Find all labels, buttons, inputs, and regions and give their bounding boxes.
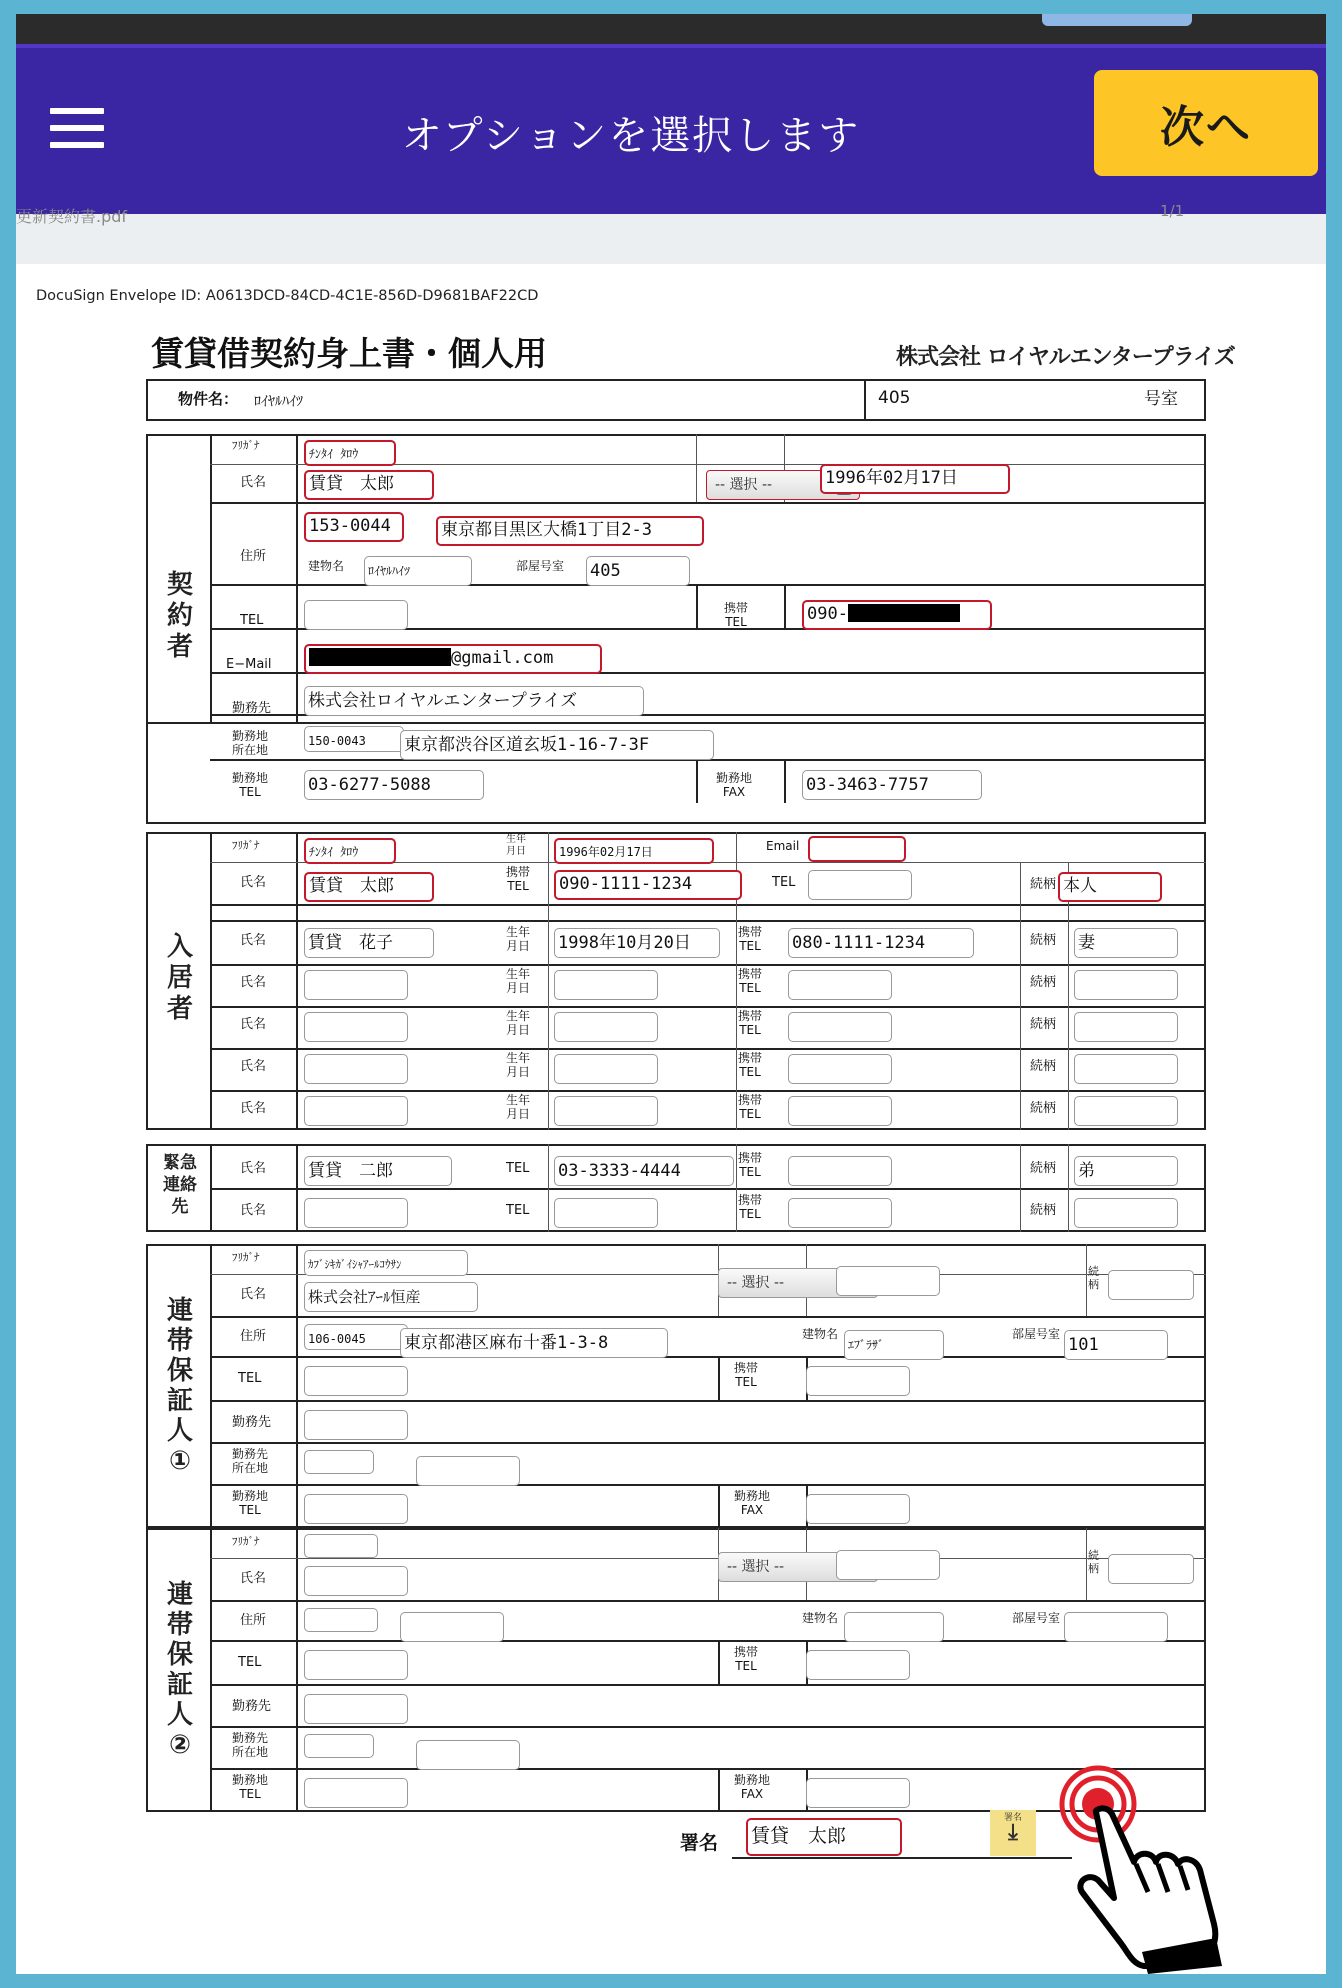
section-label-emergency: 緊急 連絡 先 <box>163 1153 197 1217</box>
divider <box>210 920 1206 922</box>
download-label: 署名 <box>1003 1813 1022 1823</box>
tel-label: TEL <box>238 1371 262 1386</box>
name-label: 氏名 <box>240 1101 267 1116</box>
work-tel-label: 勤務地 TEL <box>232 771 269 799</box>
work-address-label: 勤務地 所在地 <box>232 729 269 757</box>
divider <box>1086 1244 1087 1316</box>
pdf-page-indicator: 1/1 <box>1160 202 1185 220</box>
emergency-relation-field[interactable]: 弟 <box>1074 1156 1178 1186</box>
address-label: 住所 <box>240 1613 267 1628</box>
work-fax-label: 勤務地 FAX <box>716 771 753 799</box>
furigana-label: ﾌﾘｶﾞﾅ <box>232 1535 260 1548</box>
section-label-contractor: 契 約 者 <box>166 570 193 662</box>
guarantor-work-postal-field[interactable] <box>304 1734 374 1758</box>
mobile-prefix: 090- <box>807 604 848 624</box>
select-label: -- 選択 -- <box>727 1559 785 1575</box>
contractor-mobile-field[interactable] <box>802 600 992 630</box>
status-bar <box>16 14 1326 44</box>
redaction-bar <box>848 604 960 622</box>
mobile-label: 携帯 TEL <box>738 1151 763 1179</box>
work-label: 勤務先 <box>232 701 272 716</box>
building-label: 建物名 <box>802 1327 839 1341</box>
address-label: 住所 <box>240 1329 267 1344</box>
divider <box>736 1144 737 1232</box>
divider <box>718 1640 720 1684</box>
contractor-work-postal-field[interactable]: 150-0043 <box>304 726 404 752</box>
divider <box>210 1558 1206 1559</box>
work-address-label: 勤務先 所在地 <box>232 1447 269 1475</box>
resident-other-birth-field[interactable] <box>554 1096 658 1126</box>
name-label: 氏名 <box>240 1059 267 1074</box>
divider <box>210 1356 1206 1358</box>
app-header <box>16 44 1326 214</box>
guarantor-tel-field[interactable] <box>304 1650 408 1680</box>
resident-other-name-field[interactable] <box>304 1012 408 1042</box>
building-label: 建物名 <box>802 1611 839 1625</box>
divider <box>210 1640 1206 1642</box>
birth-label: 生年 月日 <box>506 967 531 995</box>
emergency-tel-field[interactable]: 03-3333-4444 <box>554 1156 734 1186</box>
work-fax-label: 勤務地 FAX <box>734 1489 771 1517</box>
resident-other-mobile-field[interactable] <box>788 1096 892 1126</box>
resident-other-birth-field[interactable] <box>554 1012 658 1042</box>
furigana-label: ﾌﾘｶﾞﾅ <box>232 839 260 852</box>
resident-other-relation-field[interactable] <box>1074 1012 1178 1042</box>
name-label: 氏名 <box>240 1571 267 1586</box>
guarantor-work-address-field[interactable] <box>416 1456 520 1486</box>
guarantor2-postal-field[interactable] <box>304 1608 378 1632</box>
contractor-birth-field[interactable]: 1996年02月17日 <box>820 464 1010 494</box>
building-label: 建物名 <box>308 559 345 573</box>
resident-mobile-field[interactable]: 090-1111-1234 <box>554 870 742 900</box>
resident-other-name-field[interactable] <box>304 970 408 1000</box>
redaction-bar <box>309 648 451 666</box>
resident-other-mobile-field[interactable]: 080-1111-1234 <box>788 928 974 958</box>
email-suffix: @gmail.com <box>451 648 554 668</box>
tel-label: TEL <box>772 875 796 890</box>
guarantor-relation-field[interactable] <box>1108 1554 1194 1584</box>
guarantor-work-address-field[interactable] <box>416 1740 520 1770</box>
guarantor-mobile-field[interactable] <box>806 1366 910 1396</box>
relation-label: 続柄 <box>1030 933 1057 948</box>
name-label: 氏名 <box>240 1017 267 1032</box>
relation-label: 続柄 <box>1030 1059 1057 1074</box>
resident-other-relation-field[interactable] <box>1074 970 1178 1000</box>
relation-label: 続柄 <box>1030 1101 1057 1116</box>
property-row <box>146 379 1206 421</box>
room-label: 部屋号室 <box>1012 1611 1061 1625</box>
mobile-label: 携帯 TEL <box>738 1093 763 1121</box>
divider <box>1020 1144 1021 1232</box>
resident-other-name-field[interactable]: 賃貸 花子 <box>304 928 434 958</box>
divider <box>210 1484 1206 1486</box>
hamburger-menu-icon[interactable] <box>50 108 104 150</box>
page-title: オプションを選択します <box>401 113 861 159</box>
guarantor1-building-field[interactable]: ｴﾌﾞﾗｻﾞ <box>844 1330 944 1360</box>
divider <box>210 1090 1206 1092</box>
mobile-label: 携帯 TEL <box>734 1645 759 1673</box>
guarantor-tel-field[interactable] <box>304 1366 408 1396</box>
guarantor2-name-field[interactable] <box>304 1566 408 1596</box>
relation-label: 続柄 <box>1030 877 1057 892</box>
download-icon: ⤓ <box>1008 1820 1018 1845</box>
divider <box>210 1684 1206 1686</box>
work-label: 勤務先 <box>232 1415 272 1430</box>
section-label-guarantor1: 連 帯 保 証 人 ① <box>166 1296 193 1476</box>
divider <box>718 1768 720 1812</box>
relation-label: 続柄 <box>1030 1017 1057 1032</box>
resident-other-mobile-field[interactable] <box>788 970 892 1000</box>
contractor-work-address-field[interactable]: 東京都渋谷区道玄坂1-16-7-3F <box>400 730 714 760</box>
resident-other-birth-field[interactable]: 1998年10月20日 <box>554 928 720 958</box>
contractor-postal-field[interactable]: 153-0044 <box>304 512 404 542</box>
birth-label: 生年 月日 <box>506 925 531 953</box>
birth-label: 生年 月日 <box>506 1093 531 1121</box>
mobile-label: 携帯 TEL <box>738 1193 763 1221</box>
divider <box>296 832 298 1130</box>
resident-other-birth-field[interactable] <box>554 970 658 1000</box>
guarantor-fax-field[interactable] <box>806 1494 910 1524</box>
name-label: 氏名 <box>240 1161 267 1176</box>
guarantor-mobile-field[interactable] <box>806 1650 910 1680</box>
room-label: 部屋号室 <box>1012 1327 1061 1341</box>
resident-name-field[interactable]: 賃貸 太郎 <box>304 872 434 902</box>
guarantor-birth-field[interactable] <box>836 1266 940 1296</box>
resident-other-relation-field[interactable] <box>1074 1096 1178 1126</box>
mobile-label: 携帯 TEL <box>738 1009 763 1037</box>
resident-other-relation-field[interactable] <box>1074 1054 1178 1084</box>
guarantor-work-tel-field[interactable] <box>304 1494 408 1524</box>
relation-label: 続 柄 <box>1088 1265 1099 1291</box>
birth-label: 生年 月日 <box>506 834 526 857</box>
contractor-room-field[interactable]: 405 <box>586 556 690 586</box>
guarantor-birth-field[interactable] <box>836 1550 940 1580</box>
company-name: 株式会社 ロイヤルエンタープライズ <box>896 345 1235 370</box>
work-fax-label: 勤務地 FAX <box>734 1773 771 1801</box>
section-label-guarantor2: 連 帯 保 証 人 ② <box>166 1580 193 1760</box>
divider <box>210 1726 1206 1728</box>
room-label: 部屋号室 <box>516 559 565 573</box>
divider <box>718 1484 720 1528</box>
resident-other-name-field[interactable] <box>304 1054 408 1084</box>
guarantor2-room-field[interactable] <box>1064 1612 1168 1642</box>
divider <box>1068 1144 1069 1232</box>
app-frame <box>16 14 1326 1974</box>
contractor-building-field[interactable]: ﾛｲﾔﾙﾊｲﾂ <box>364 556 472 586</box>
divider <box>718 1356 720 1400</box>
tel-label: TEL <box>506 1161 530 1176</box>
signature-label: 署名 <box>680 1832 719 1854</box>
property-label: 物件名： <box>178 390 239 408</box>
emergency2-mobile-field[interactable] <box>788 1198 892 1228</box>
divider <box>548 1144 549 1232</box>
furigana-label: ﾌﾘｶﾞﾅ <box>232 1251 260 1264</box>
guarantor-work-field[interactable] <box>304 1694 408 1724</box>
tel-label: TEL <box>238 1655 262 1670</box>
divider <box>210 1316 1206 1318</box>
resident-tel-field[interactable] <box>808 870 912 900</box>
tel-label: TEL <box>240 613 264 628</box>
property-value: ﾛｲﾔﾙﾊｲﾂ <box>254 394 303 410</box>
emergency2-tel-field[interactable] <box>554 1198 658 1228</box>
guarantor1-postal-field[interactable]: 106-0045 <box>304 1324 408 1350</box>
next-button[interactable]: 次へ <box>1094 70 1318 176</box>
mobile-label: 携帯 TEL <box>734 1361 759 1389</box>
resident-furigana-field[interactable]: ﾁﾝﾀｲ ﾀﾛｳ <box>304 838 396 864</box>
resident-birth-field[interactable]: 1996年02月17日 <box>554 838 714 864</box>
status-pill <box>1042 14 1192 26</box>
divider <box>864 379 866 421</box>
divider <box>210 964 1206 966</box>
relation-label: 続柄 <box>1030 1203 1057 1218</box>
section-label-resident: 入 居 者 <box>166 932 193 1024</box>
name-label: 氏名 <box>240 975 267 990</box>
divider <box>548 832 549 1130</box>
divider <box>210 1006 1206 1008</box>
guarantor2-building-field[interactable] <box>844 1612 944 1642</box>
emergency-mobile-field[interactable] <box>788 1156 892 1186</box>
signature-field[interactable]: 賃貸 太郎 <box>746 1818 902 1856</box>
resident-other-birth-field[interactable] <box>554 1054 658 1084</box>
guarantor2-address-field[interactable] <box>400 1612 504 1642</box>
contractor-work-field[interactable]: 株式会社ロイヤルエンタープライズ <box>304 686 644 716</box>
name-label: 氏名 <box>240 875 267 890</box>
tel-label: TEL <box>506 1203 530 1218</box>
download-signature-button[interactable] <box>990 1810 1036 1856</box>
relation-label: 続 柄 <box>1088 1549 1099 1575</box>
mobile-label: 携帯 TEL <box>738 925 763 953</box>
guarantor1-room-field[interactable]: 101 <box>1064 1330 1168 1360</box>
select-label: -- 選択 -- <box>727 1275 785 1291</box>
divider <box>210 1188 1206 1190</box>
emergency2-name-field[interactable] <box>304 1198 408 1228</box>
contractor-work-tel-field[interactable]: 03-6277-5088 <box>304 770 484 800</box>
work-address-label: 勤務先 所在地 <box>232 1731 269 1759</box>
emergency-name-field[interactable]: 賃貸 二郎 <box>304 1156 452 1186</box>
guarantor-fax-field[interactable] <box>806 1778 910 1808</box>
divider <box>1086 1528 1087 1600</box>
email-label: E−Mail <box>226 657 272 672</box>
contractor-address-field[interactable]: 東京都目黒区大橋1丁目2-3 <box>436 516 704 546</box>
divider <box>210 1442 1206 1444</box>
divider <box>1020 862 1021 1130</box>
email-label: Email <box>766 839 800 853</box>
contractor-furigana-field[interactable]: ﾁﾝﾀｲ ﾀﾛｳ <box>304 440 396 466</box>
resident-other-mobile-field[interactable] <box>788 1012 892 1042</box>
furigana-label: ﾌﾘｶﾞﾅ <box>232 439 260 452</box>
divider <box>210 1600 1206 1602</box>
guarantor-relation-field[interactable] <box>1108 1270 1194 1300</box>
contractor-tel-field[interactable] <box>304 600 408 630</box>
room-number: 405 <box>878 388 911 408</box>
select-label: -- 選択 -- <box>715 477 773 493</box>
resident-other-mobile-field[interactable] <box>788 1054 892 1084</box>
guarantor-work-field[interactable] <box>304 1410 408 1440</box>
contractor-name-field[interactable]: 賃貸 太郎 <box>304 470 434 500</box>
divider <box>210 904 1206 906</box>
mobile-label: 携帯 TEL <box>738 1051 763 1079</box>
relation-label: 続柄 <box>1030 975 1057 990</box>
guarantor2-furigana-field[interactable] <box>304 1534 378 1558</box>
emergency2-relation-field[interactable] <box>1074 1198 1178 1228</box>
guarantor1-name-field[interactable]: 株式会社ｱｰﾙ恒産 <box>304 1282 478 1312</box>
name-label: 氏名 <box>240 933 267 948</box>
contractor-email-field[interactable] <box>304 644 602 674</box>
signature-line <box>732 1857 1072 1859</box>
divider <box>210 1768 1206 1770</box>
guarantor1-address-field[interactable]: 東京都港区麻布十番1-3-8 <box>400 1328 668 1358</box>
mobile-label: 携帯 TEL <box>724 601 749 629</box>
guarantor-work-postal-field[interactable] <box>304 1450 374 1474</box>
envelope-id: DocuSign Envelope ID: A0613DCD-84CD-4C1E-856D-D9681BAF22CD <box>36 288 539 304</box>
guarantor1-furigana-field[interactable]: ｶﾌﾞｼｷｶﾞｲｼｬｱｰﾙｺｳｻﾝ <box>304 1250 468 1276</box>
divider <box>1068 862 1069 1130</box>
resident-email-field[interactable] <box>808 836 906 862</box>
guarantor-work-tel-field[interactable] <box>304 1778 408 1808</box>
work-tel-label: 勤務地 TEL <box>232 1773 269 1801</box>
contractor-work-fax-field[interactable]: 03-3463-7757 <box>802 770 982 800</box>
document-title: 賃貸借契約身上書・個人用 <box>151 334 547 373</box>
birth-label: 生年 月日 <box>506 1051 531 1079</box>
room-suffix: 号室 <box>1144 389 1178 409</box>
work-tel-label: 勤務地 TEL <box>232 1489 269 1517</box>
divider <box>210 1048 1206 1050</box>
mobile-label: 携帯 TEL <box>738 967 763 995</box>
name-label: 氏名 <box>240 475 267 490</box>
relation-label: 続柄 <box>1030 1161 1057 1176</box>
name-label: 氏名 <box>240 1287 267 1302</box>
resident-relation-field[interactable]: 本人 <box>1058 872 1162 902</box>
birth-label: 生年 月日 <box>506 1009 531 1037</box>
pdf-file-name: 更新契約書.pdf <box>16 207 128 226</box>
resident-other-name-field[interactable] <box>304 1096 408 1126</box>
address-label: 住所 <box>240 549 267 564</box>
pdf-toolbar <box>16 214 1326 264</box>
mobile-label: 携帯 TEL <box>506 865 531 893</box>
divider <box>210 1400 1206 1402</box>
divider <box>210 832 212 1130</box>
name-label: 氏名 <box>240 1203 267 1218</box>
resident-other-relation-field[interactable]: 妻 <box>1074 928 1178 958</box>
work-label: 勤務先 <box>232 1699 272 1714</box>
